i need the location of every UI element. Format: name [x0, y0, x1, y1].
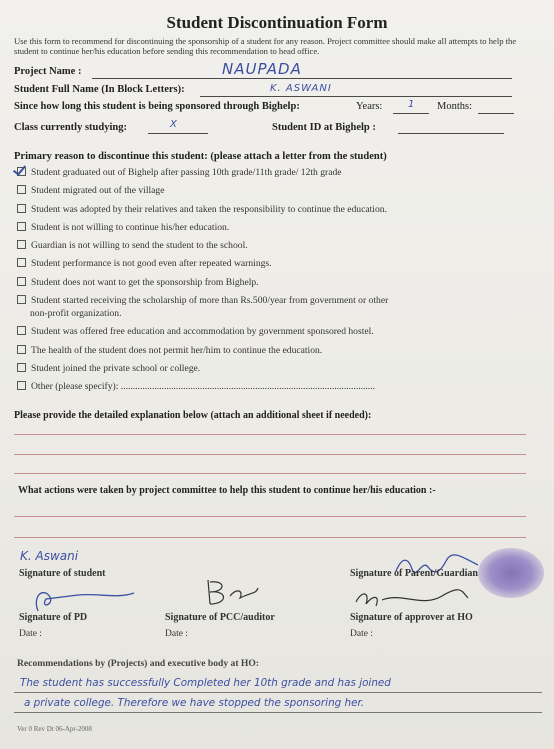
class-line	[148, 133, 208, 134]
reason-option[interactable]: Other (please specify): ..........................................................................................................	[17, 381, 375, 392]
reasons-heading: Primary reason to discontinue this student: (please attach a letter from the student)	[14, 151, 387, 162]
checkbox-icon[interactable]	[17, 295, 26, 304]
checkbox-icon[interactable]	[17, 258, 26, 267]
months-line	[478, 113, 514, 114]
checkbox-icon[interactable]	[17, 240, 26, 249]
checkbox-icon[interactable]	[17, 345, 26, 354]
explanation-line[interactable]	[14, 434, 526, 435]
reason-option[interactable]: Student was adopted by their relatives and taken the responsibility to continue the education.	[17, 204, 387, 215]
student-name-value[interactable]: K. ASWANI	[270, 83, 332, 94]
checkbox-icon[interactable]	[17, 326, 26, 335]
pcc-signature-label: Signature of PCC/auditor	[165, 612, 275, 623]
recommendation-line-2[interactable]: a private college. Therefore we have stopped the sponsoring her.	[24, 697, 365, 709]
reason-option[interactable]: Student does not want to get the sponsorship from Bighelp.	[17, 277, 259, 288]
pd-signature-mark	[18, 585, 138, 615]
student-signature: K. Aswani	[20, 549, 79, 563]
sponsored-duration-label: Since how long this student is being sponsored through Bighelp:	[14, 101, 300, 112]
pd-date-label: Date :	[19, 629, 42, 639]
student-id-label: Student ID at Bighelp :	[272, 122, 376, 133]
approver-signature-mark	[352, 588, 472, 612]
checkbox-checked-icon[interactable]	[17, 167, 26, 176]
checkbox-icon[interactable]	[17, 222, 26, 231]
reason-option[interactable]: Student started receiving the scholarship of more than Rs.500/year from government or other	[17, 295, 388, 306]
class-label: Class currently studying:	[14, 122, 127, 133]
checkbox-icon[interactable]	[17, 204, 26, 213]
reason-option[interactable]: The health of the student does not permit her/him to continue the education.	[17, 345, 322, 356]
student-id-line	[398, 133, 504, 134]
form-intro: Use this form to recommend for discontinuing the sponsorship of a student for any reason. Project committee should make all attempts to help the student to continue her/his education before sending this recommendation to head office.	[14, 36, 517, 56]
years-line	[393, 113, 429, 114]
years-value[interactable]: 1	[408, 99, 416, 110]
years-label: Years:	[356, 101, 383, 112]
reason-option[interactable]: Guardian is not willing to send the student to the school.	[17, 240, 248, 251]
pcc-date-label: Date :	[165, 629, 188, 639]
approval-stamp	[478, 548, 544, 598]
actions-line[interactable]	[14, 537, 526, 538]
checkbox-icon[interactable]	[17, 277, 26, 286]
reason-option[interactable]: Student joined the private school or college.	[17, 363, 200, 374]
checkbox-icon[interactable]	[17, 363, 26, 372]
student-name-label: Student Full Name (In Block Letters):	[14, 84, 185, 95]
checkbox-icon[interactable]	[17, 185, 26, 194]
recommendation-rule	[14, 712, 542, 713]
project-name-label: Project Name :	[14, 66, 82, 77]
recommendation-label: Recommendations by (Projects) and executive body at HO:	[17, 658, 260, 669]
class-value[interactable]: X	[170, 119, 178, 130]
project-name-line	[92, 78, 512, 79]
months-label: Months:	[437, 101, 473, 112]
recommendation-line-1[interactable]: The student has successfully Completed her 10th grade and has joined	[20, 677, 391, 689]
reason-option[interactable]: Student was offered free education and accommodation by government sponsored hostel.	[17, 326, 374, 337]
reason-option[interactable]: Student performance is not good even after repeated warnings.	[17, 258, 272, 269]
approver-date-label: Date :	[350, 629, 373, 639]
recommendation-rule	[14, 692, 542, 693]
pcc-signature-mark	[200, 576, 260, 610]
explanation-line[interactable]	[14, 454, 526, 455]
explanation-line[interactable]	[14, 473, 526, 474]
reason-option[interactable]: Student is not willing to continue his/her education.	[17, 222, 229, 233]
checkbox-icon[interactable]	[17, 381, 26, 390]
student-signature-label: Signature of student	[19, 568, 106, 579]
reason-option-continuation: non-profit organization.	[30, 308, 122, 319]
approver-signature-label: Signature of approver at HO	[350, 612, 473, 623]
project-name-value[interactable]: NAUPADA	[222, 60, 302, 78]
student-name-line	[200, 96, 512, 97]
actions-line[interactable]	[14, 516, 526, 517]
parent-signature-label: Signature of Parent/Guardian	[350, 568, 478, 579]
pd-signature-label: Signature of PD	[19, 612, 88, 623]
explanation-label: Please provide the detailed explanation below (attach an additional sheet if needed):	[14, 410, 372, 421]
actions-label: What actions were taken by project committee to help this student to continue her/his education :-	[18, 485, 436, 496]
reason-option[interactable]: Student migrated out of the village	[17, 185, 164, 196]
form-title: Student Discontinuation Form	[166, 13, 388, 32]
form-footer: Ver 0 Rev Dt 06-Apr-2008	[17, 725, 92, 733]
reason-option[interactable]: Student graduated out of Bighelp after passing 10th grade/11th grade/ 12th grade	[17, 167, 342, 178]
